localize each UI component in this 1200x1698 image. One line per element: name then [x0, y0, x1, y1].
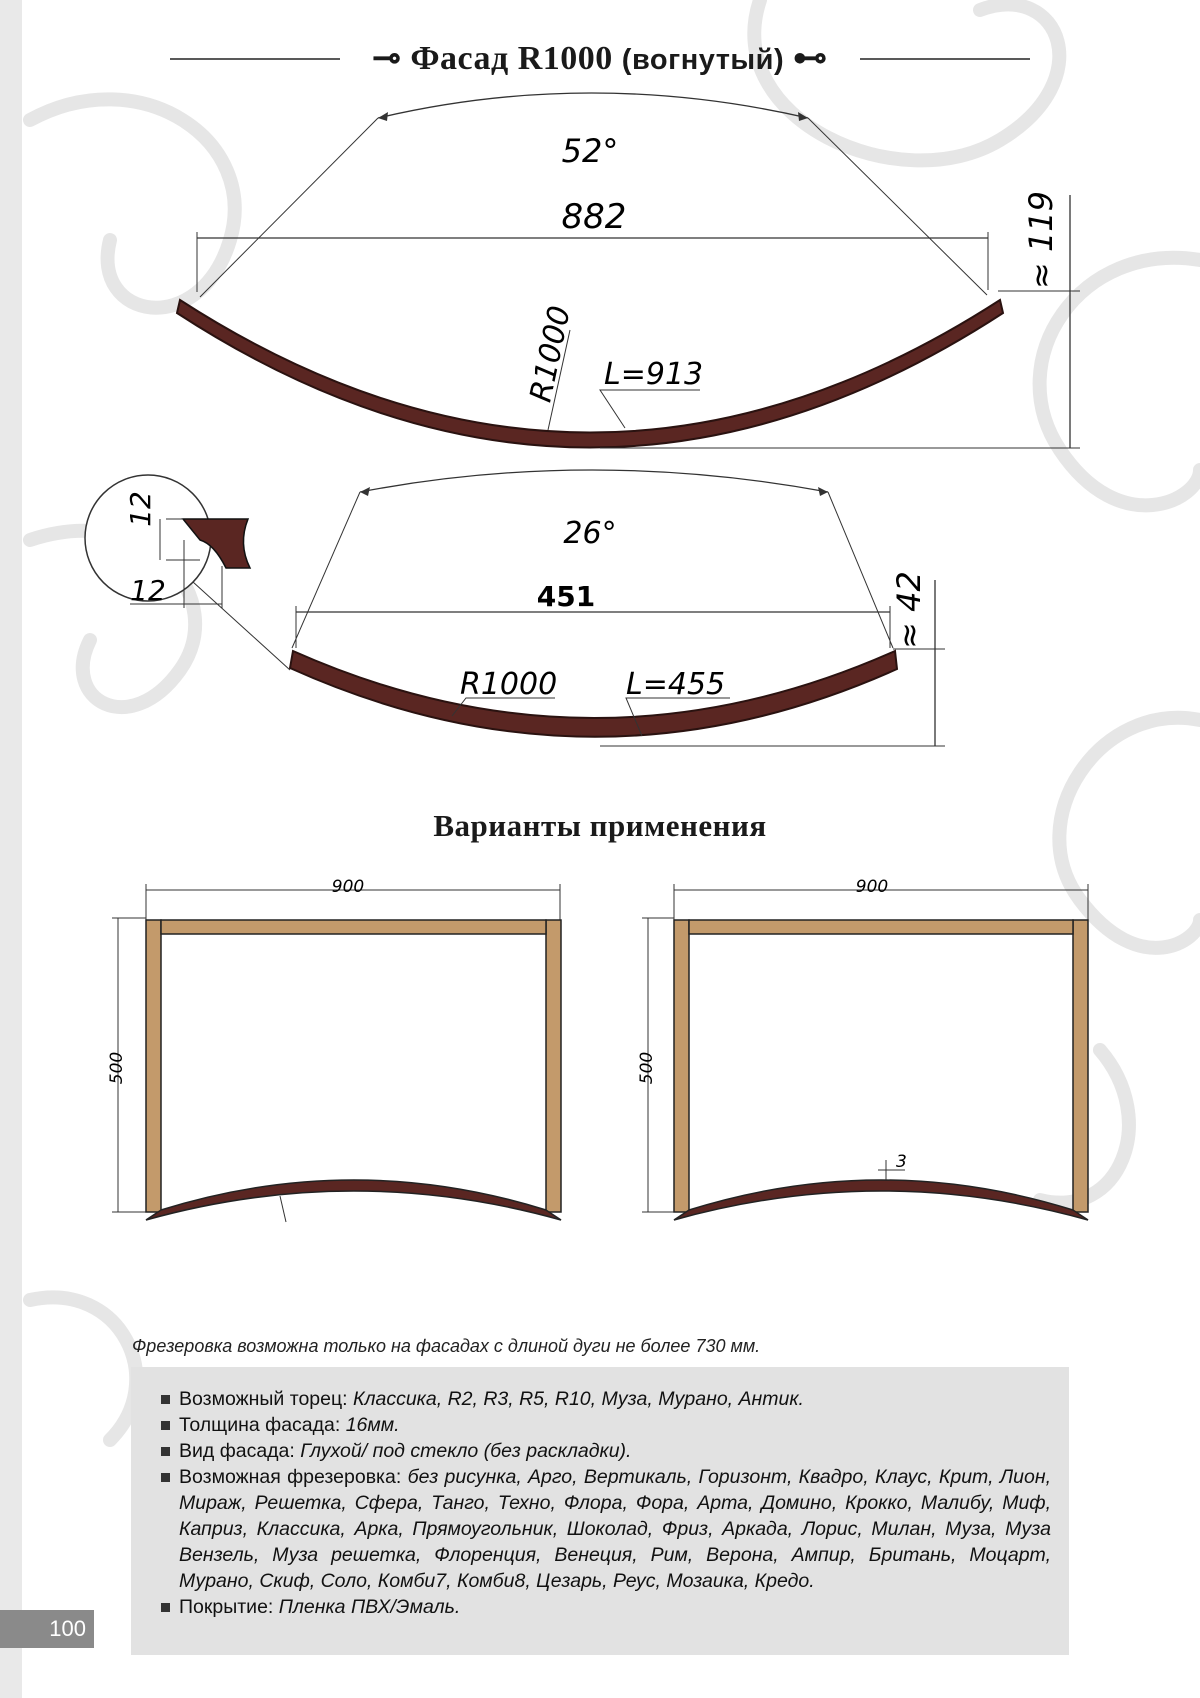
small-angle-arc: [360, 470, 828, 492]
spec-label: Возможный торец:: [179, 1388, 348, 1410]
spec-item-coating: [161, 1594, 1051, 1620]
application-left-drawing: [107, 877, 561, 1222]
spec-value: без рисунка, Арго, Вертикаль, Горизонт, Квадро, Клаус, Крит, Лион, Мираж, Решетка, Сфера, Танго, Техно, Флора, Фора, Арта, Домино, Крокко, Малибу, Миф, Каприз, Классика, Арка, Прямоугольник, Шоколад, Фриз, Аркада, Лорис, Милан, Муза, Муза Вензель, Муза решетка, Флоренция, Венеция, Рим, Верона, Ампир, Британь, Моцарт, Мурано, Скиф, Соло, Комби7, Комби8, Цезарь, Реус, Мозаика, Кредо.: [179, 1466, 1051, 1592]
small-radius-label: R1000: [460, 667, 558, 702]
app-right-width-label: 900: [855, 877, 889, 897]
app-right-side-left: [674, 920, 689, 1212]
title-type: (вогнутый): [621, 44, 785, 76]
spec-item-milling: [161, 1464, 1051, 1594]
small-angle-label: 26°: [563, 516, 617, 551]
large-panel: [177, 300, 1003, 448]
app-right-height-label: 500: [637, 1051, 657, 1085]
large-angle-arrow-right: [798, 112, 808, 121]
large-facade-drawing: [177, 93, 1080, 448]
bullet-icon: [161, 1603, 170, 1612]
small-angle-leg-left: [292, 492, 360, 648]
spec-item-thickness: [161, 1412, 1051, 1438]
small-angle-arrow-left: [360, 487, 370, 496]
title-ornament-right: ⊷: [784, 40, 828, 77]
profile-detail-leader: [193, 582, 290, 670]
page-number: 100: [0, 1610, 94, 1648]
application-right-drawing: [637, 877, 1088, 1220]
bullet-icon: [161, 1421, 170, 1430]
app-right-top: [689, 920, 1073, 934]
applications-title: Варианты применения: [433, 808, 767, 843]
large-angle-leg-left: [200, 118, 378, 297]
spec-item-edge: [161, 1386, 1051, 1412]
small-height-label: ≈ 42: [890, 571, 928, 649]
small-facade-drawing: [85, 470, 945, 746]
large-radius-label: R1000: [523, 302, 578, 406]
app-left-side-right: [546, 920, 561, 1212]
app-right-gap-label: 3: [896, 1152, 907, 1172]
large-angle-arc: [378, 93, 808, 118]
milling-note: Фрезеровка возможна только на фасадах с длиной дуги не более 730 мм.: [132, 1336, 761, 1356]
large-angle-label: 52°: [561, 132, 619, 170]
spec-label: Толщина фасада:: [179, 1414, 341, 1436]
app-right-facade: [674, 1180, 1088, 1220]
large-length-leader: [600, 390, 700, 428]
app-left-height-label: 500: [107, 1051, 127, 1085]
small-panel: [290, 651, 897, 737]
app-left-width-label: 900: [331, 877, 365, 897]
large-length-label: L=913: [604, 357, 704, 392]
large-angle-arrow-left: [378, 112, 388, 121]
small-chord-label: 451: [536, 580, 596, 613]
bullet-icon: [161, 1395, 170, 1404]
spec-value: 16мм.: [345, 1414, 400, 1436]
app-left-leader: [280, 1196, 286, 1222]
large-height-label: ≈ 119: [1022, 190, 1060, 290]
app-right-side-right: [1073, 920, 1088, 1212]
app-left-facade: [146, 1180, 561, 1220]
profile-dim-horizontal: 12: [130, 574, 166, 607]
small-angle-leg-right: [828, 492, 893, 648]
spec-label: Покрытие:: [179, 1596, 274, 1618]
app-left-side-left: [146, 920, 161, 1212]
large-angle-leg-right: [808, 118, 987, 295]
title-main: Фасад R1000: [410, 40, 613, 77]
spec-value: Пленка ПВХ/Эмаль.: [278, 1596, 461, 1618]
bullet-icon: [161, 1447, 170, 1456]
small-length-label: L=455: [626, 667, 726, 702]
spec-label: Возможная фрезеровка:: [179, 1466, 402, 1488]
spec-value: Глухой/ под стекло (без раскладки).: [300, 1440, 632, 1462]
large-chord-label: 882: [561, 197, 627, 237]
small-angle-arrow-right: [818, 487, 828, 496]
spec-value: Классика, R2, R3, R5, R10, Муза, Мурано, Антик.: [353, 1388, 804, 1410]
spec-item-type: [161, 1438, 1051, 1464]
spec-label: Вид фасада:: [179, 1440, 295, 1462]
app-left-top: [161, 920, 546, 934]
specifications-box: [131, 1367, 1069, 1655]
bullet-icon: [161, 1473, 170, 1482]
title-ornament-left: ⊸: [372, 40, 411, 77]
profile-dim-vertical: 12: [124, 491, 157, 527]
